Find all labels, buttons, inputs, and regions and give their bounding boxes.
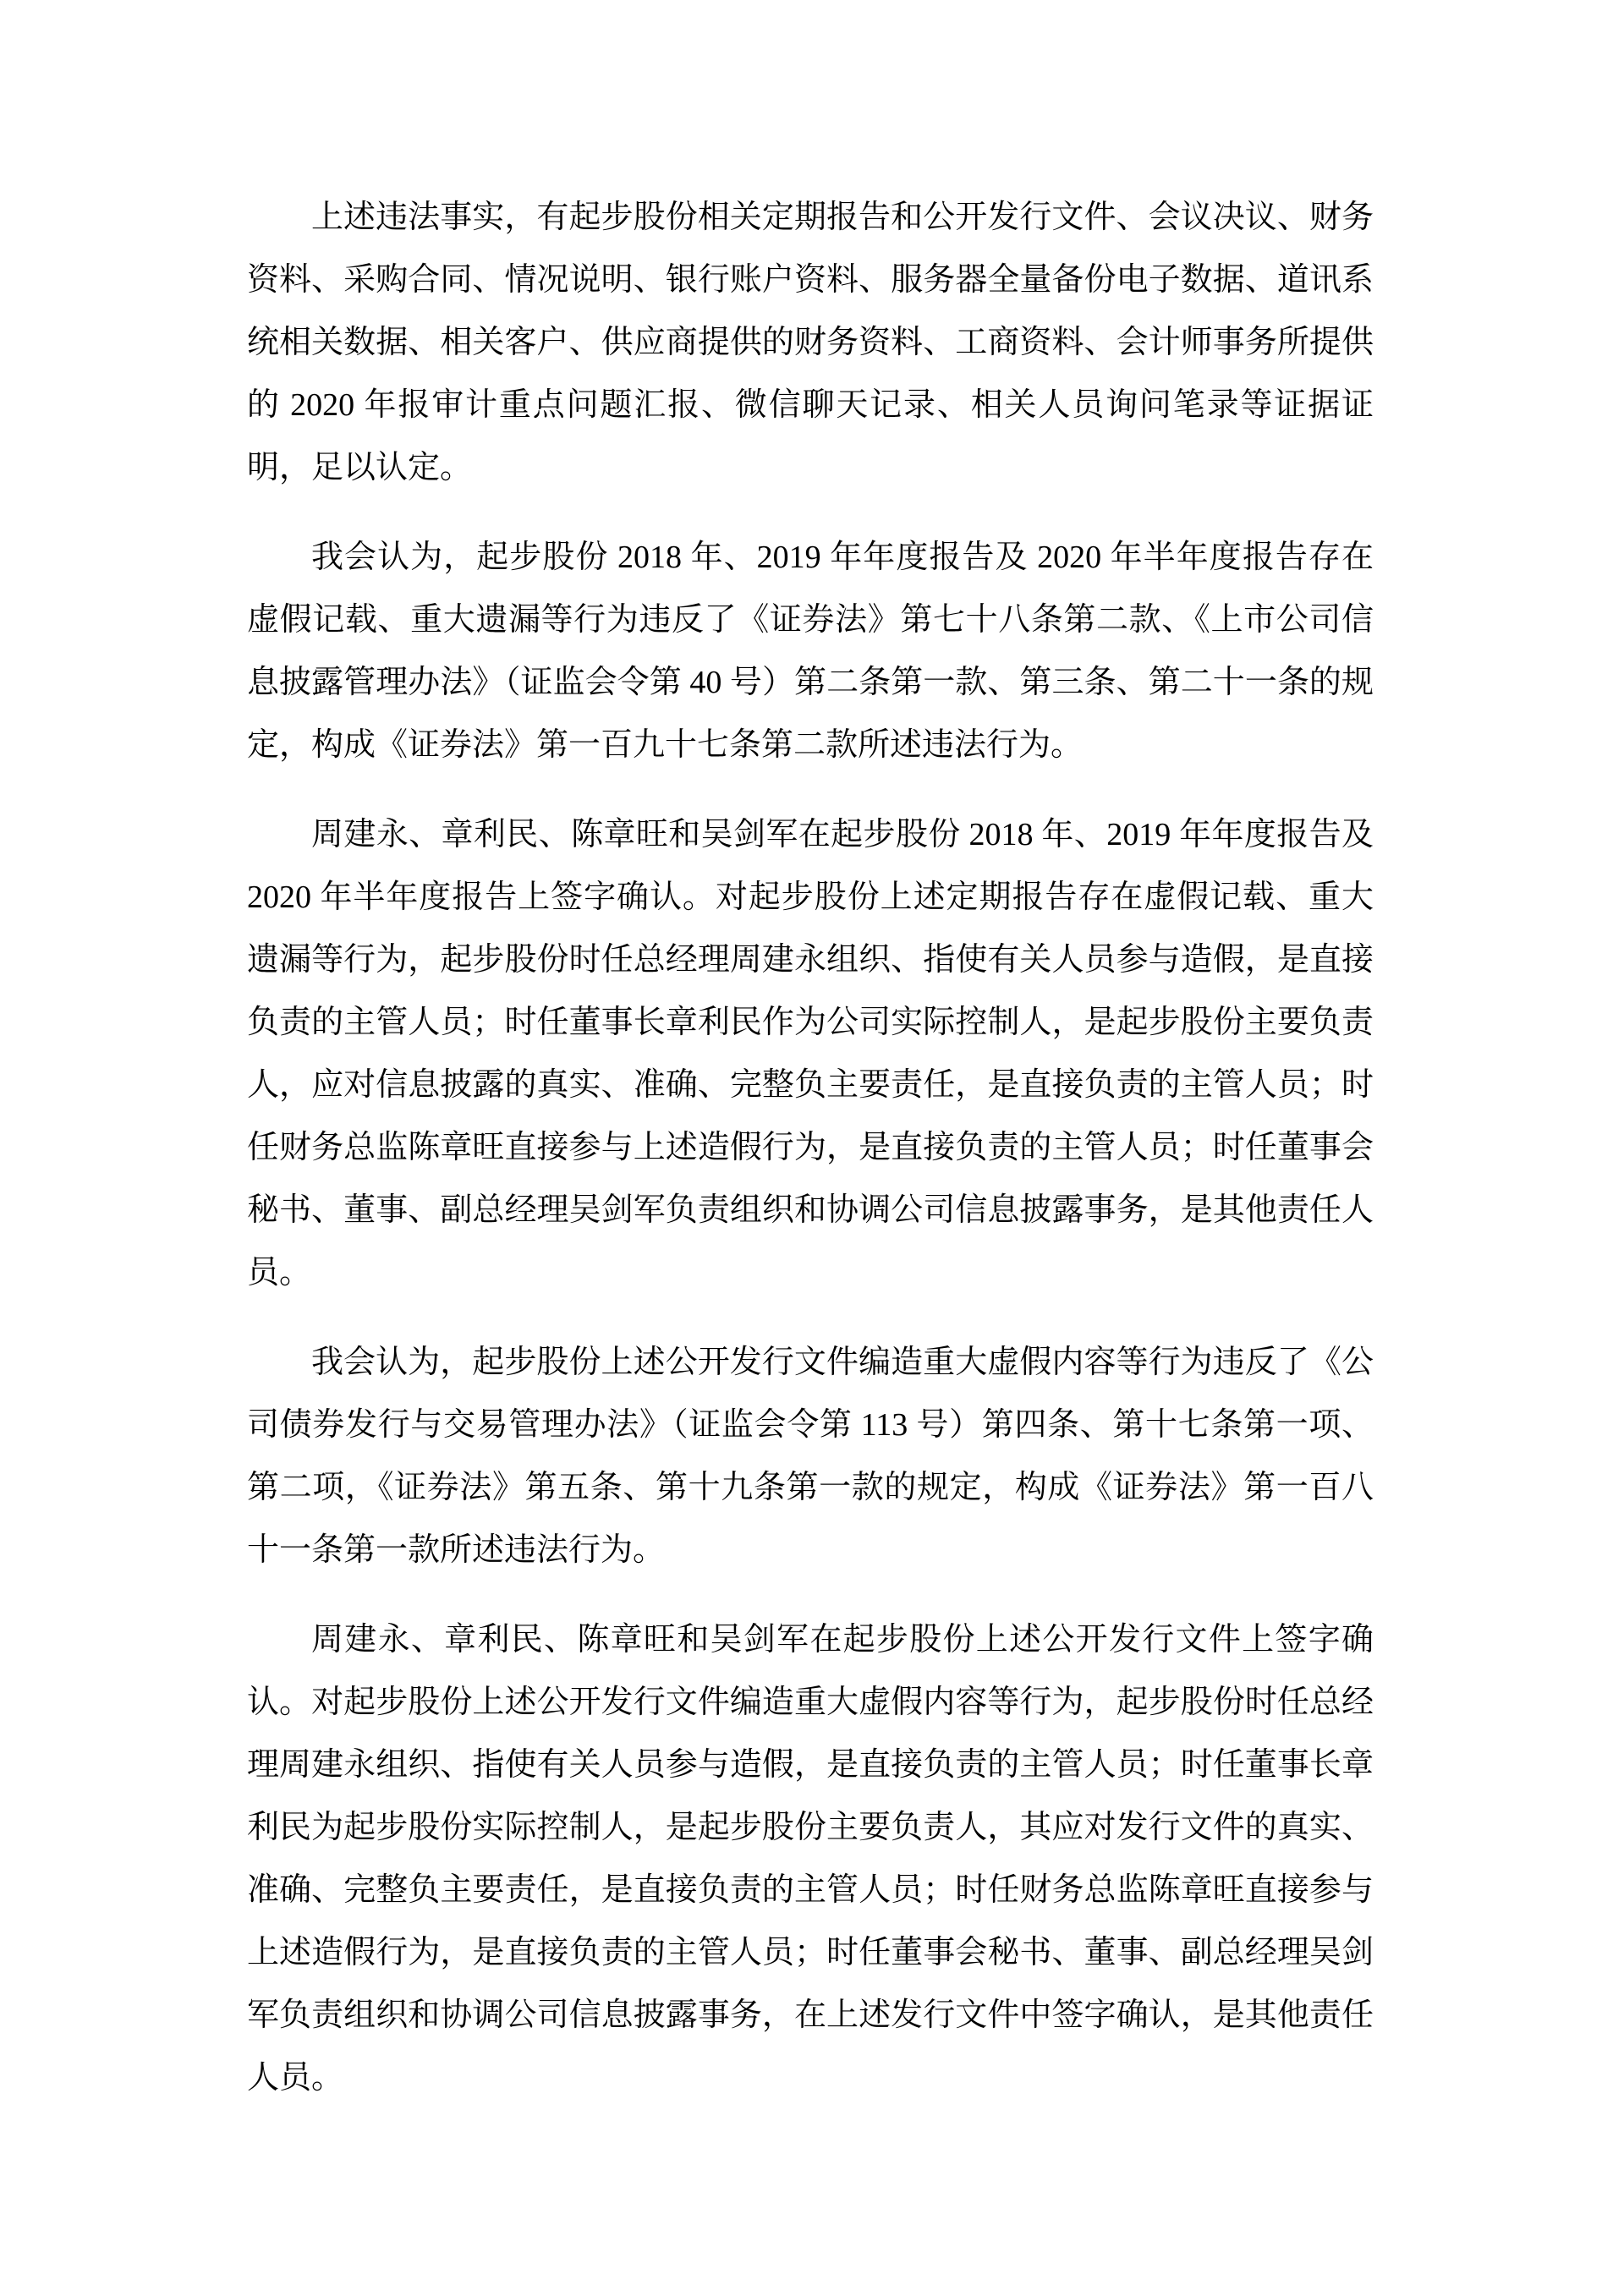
paragraph-issuance-responsible-persons: 周建永、章利民、陈章旺和吴剑军在起步股份上述公开发行文件上签字确认。对起步股份上述公开发行文件编造重大虚假内容等行为，起步股份时任总经理周建永组织、指使有关人员参与造假，是直接负责的主管人员；时任董事长章利民为起步股份实际控制人，是起步股份主要负责人，其应对发行文件的真实、准确、完整负主要责任，是直接负责的主管人员；时任财务总监陈章旺直接参与上述造假行为，是直接负责的主管人员；时任董事会秘书、董事、副总经理吴剑军负责组织和协调公司信息披露事务，在上述发行文件中签字确认，是其他责任人员。: [247, 1622, 1374, 2096]
paragraph-periodic-report-responsible-persons: 周建永、章利民、陈章旺和吴剑军在起步股份 2018 年、2019 年年度报告及 2020 年半年度报告上签字确认。对起步股份上述定期报告存在虚假记载、重大遗漏等行为，起步股份时任总经理周建永组织、指使有关人员参与造假，是直接负责的主管人员；时任董事长章利民作为公司实际控制人，是起步股份主要负责人，应对信息披露的真实、准确、完整负主要责任，是直接负责的主管人员；时任财务总监陈章旺直接参与上述造假行为，是直接负责的主管人员；时任董事会秘书、董事、副总经理吴剑军负责组织和协调公司信息披露事务，是其他责任人员。: [247, 817, 1374, 1290]
paragraph-periodic-report-violation: 我会认为，起步股份 2018 年、2019 年年度报告及 2020 年半年度报告存在虚假记载、重大遗漏等行为违反了《证券法》第七十八条第二款、《上市公司信息披露管理办法》（证监会令第 40 号）第二条第一款、第三条、第二十一条的规定，构成《证券法》第一百九十七条第二款所述违法行为。: [247, 540, 1374, 763]
document-body-text: [247, 186, 1374, 2109]
paragraph-evidence-finding: 上述违法事实，有起步股份相关定期报告和公开发行文件、会议决议、财务资料、采购合同、情况说明、银行账户资料、服务器全量备份电子数据、道讯系统相关数据、相关客户、供应商提供的财务资料、工商资料、会计师事务所提供的 2020 年报审计重点问题汇报、微信聊天记录、相关人员询问笔录等证据证明，足以认定。: [247, 200, 1374, 485]
paragraph-bond-issuance-violation: 我会认为，起步股份上述公开发行文件编造重大虚假内容等行为违反了《公司债券发行与交易管理办法》（证监会令第 113 号）第四条、第十七条第一项、第二项，《证券法》第五条、第十九条第一款的规定，构成《证券法》第一百八十一条第一款所述违法行为。: [247, 1345, 1374, 1568]
